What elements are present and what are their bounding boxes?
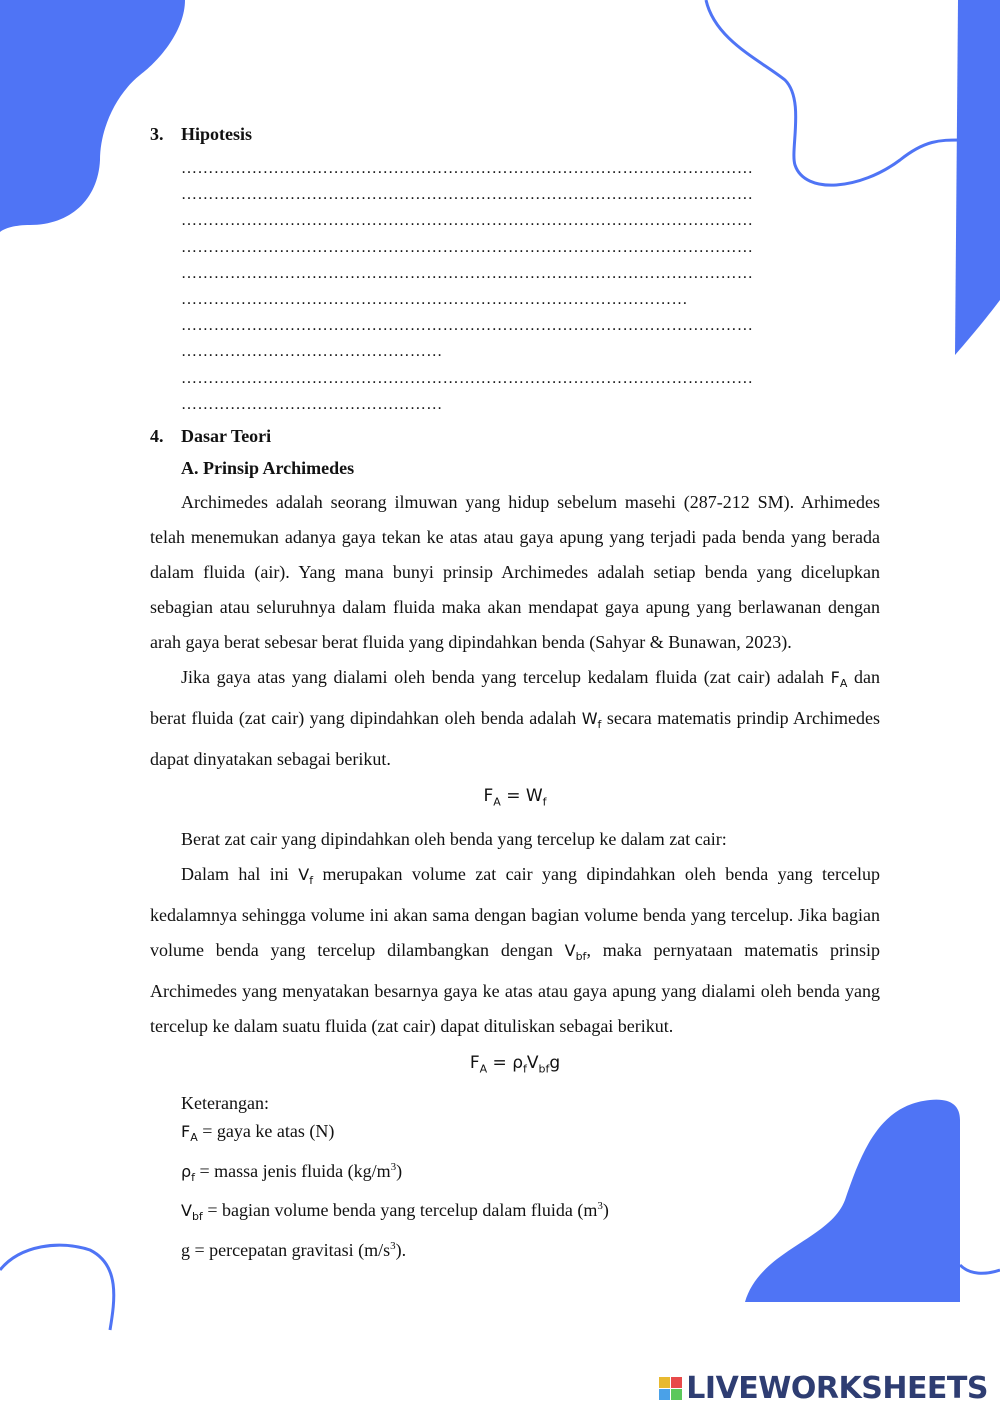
section-title: Dasar Teori — [181, 426, 272, 447]
math-Vf: $V_f$ — [298, 864, 314, 887]
legend-item: $F_A$ = gaya ke atas (N) — [181, 1121, 335, 1145]
legend-heading: Keterangan: — [181, 1092, 269, 1113]
equation-buoyancy: $F_A = \rho_fV_{bf}g$ — [469, 1053, 561, 1076]
section-3-heading — [150, 118, 880, 150]
section-number: 3. — [150, 124, 164, 144]
brand-text: LIVEWORKSHEETS — [686, 1371, 988, 1406]
liveworksheets-logo — [659, 1371, 988, 1406]
legend-item: g = percepatan gravitasi $(m/s^3)$. — [181, 1240, 407, 1261]
right-edge-shape — [955, 0, 1000, 355]
text: merupakan volume zat cair yang dipindahkan oleh benda yang tercelup kedalamnya sehingga volume ini akan sama dengan bagian volume benda yang tercelup. Jika bagian volume benda yang tercelup dilambangkan dengan — [150, 863, 881, 960]
section-title: Hipotesis — [181, 124, 253, 144]
math-FA: $F_A$ — [830, 668, 848, 691]
dotted-line[interactable]: …………………………………………………………………………………………… — [181, 186, 754, 204]
dotted-line[interactable]: …………………………………………………………………………………………… — [181, 160, 754, 177]
legend-item: $\rho_f$ = massa jenis fluida $(kg/m^3)$ — [181, 1160, 403, 1184]
dotted-line[interactable]: …………………………………………………………………………………………… — [181, 369, 754, 387]
dotted-line[interactable]: …………………………………………………………………………………………… — [181, 317, 754, 335]
text: secara matematis prindip Archimedes dapat dinyatakan sebagai berikut. — [150, 708, 881, 770]
dotted-line[interactable]: …………………………………………………………………………………………… — [181, 212, 754, 230]
subsection-title: A. Prinsip Archimedes — [181, 458, 355, 479]
equation-fa-equals-wf: $F_A = W_f$ — [483, 786, 547, 809]
legend-item: $V_{bf}$ = bagian volume benda yang tercelup dalam fluida $(m^3)$ — [181, 1200, 609, 1224]
section-number: 4. — [150, 426, 164, 447]
legend-block — [150, 1089, 880, 1265]
brand-icon — [659, 1377, 682, 1400]
hypothesis-dotted-lines[interactable] — [150, 156, 880, 418]
text: , maka pernyataan matematis prinsip Archimedes yang menyatakan besarnya gaya ke atas atau gaya apung yang dialami oleh benda yang tercelup ke dalam suatu fluida (zat cair) dapat dituliskan sebagai berikut. — [150, 939, 881, 1037]
math-Vbf: $V_{bf}$ — [564, 940, 587, 964]
text: dan berat fluida (zat cair) yang dipindahkan oleh benda adalah — [150, 667, 881, 729]
bottom-right-wave — [960, 1265, 1000, 1273]
paragraph-archimedes-intro: Archimedes adalah seorang ilmuwan yang hidup sebelum masehi (287-212 SM). Arhimedes telah menemukan adanya gaya tekan ke atas atau gaya apung yang terjadi pada benda yang berada dalam fluida (air). Yang mana bunyi prinsip Archimedes adalah setiap benda yang dicelupkan sebagian atau seluruhnya dalam fluida maka akan mendapat gaya apung yang berlawanan dengan arah gaya berat sebesar berat fluida yang dipindahkan benda (Sahyar & Bunawan, 2023). — [150, 492, 880, 653]
dotted-line[interactable]: …………………………………………………………………………………………… — [181, 238, 754, 256]
dotted-line[interactable]: ………………………………………… — [181, 395, 443, 413]
paragraph-displaced-weight: Berat zat cair yang dipindahkan oleh benda yang tercelup ke dalam zat cair: — [181, 828, 727, 849]
dotted-line[interactable]: …………………………………………………………………………………………… — [181, 264, 754, 282]
text: Jika gaya atas yang dialami oleh benda yang tercelup kedalam fluida (zat cair) adalah — [181, 667, 824, 688]
dotted-line[interactable]: ………………………………………… — [181, 343, 443, 361]
text: Dalam hal ini — [181, 863, 289, 884]
math-Wf: $W_f$ — [581, 709, 602, 732]
document-content — [150, 118, 880, 1265]
section-4-heading — [150, 420, 880, 452]
bottom-left-wave — [0, 1245, 114, 1330]
paragraph-volume — [150, 857, 880, 1044]
paragraph-definition — [150, 660, 880, 777]
dotted-line[interactable]: ………………………………………………………………………………… — [181, 291, 688, 309]
